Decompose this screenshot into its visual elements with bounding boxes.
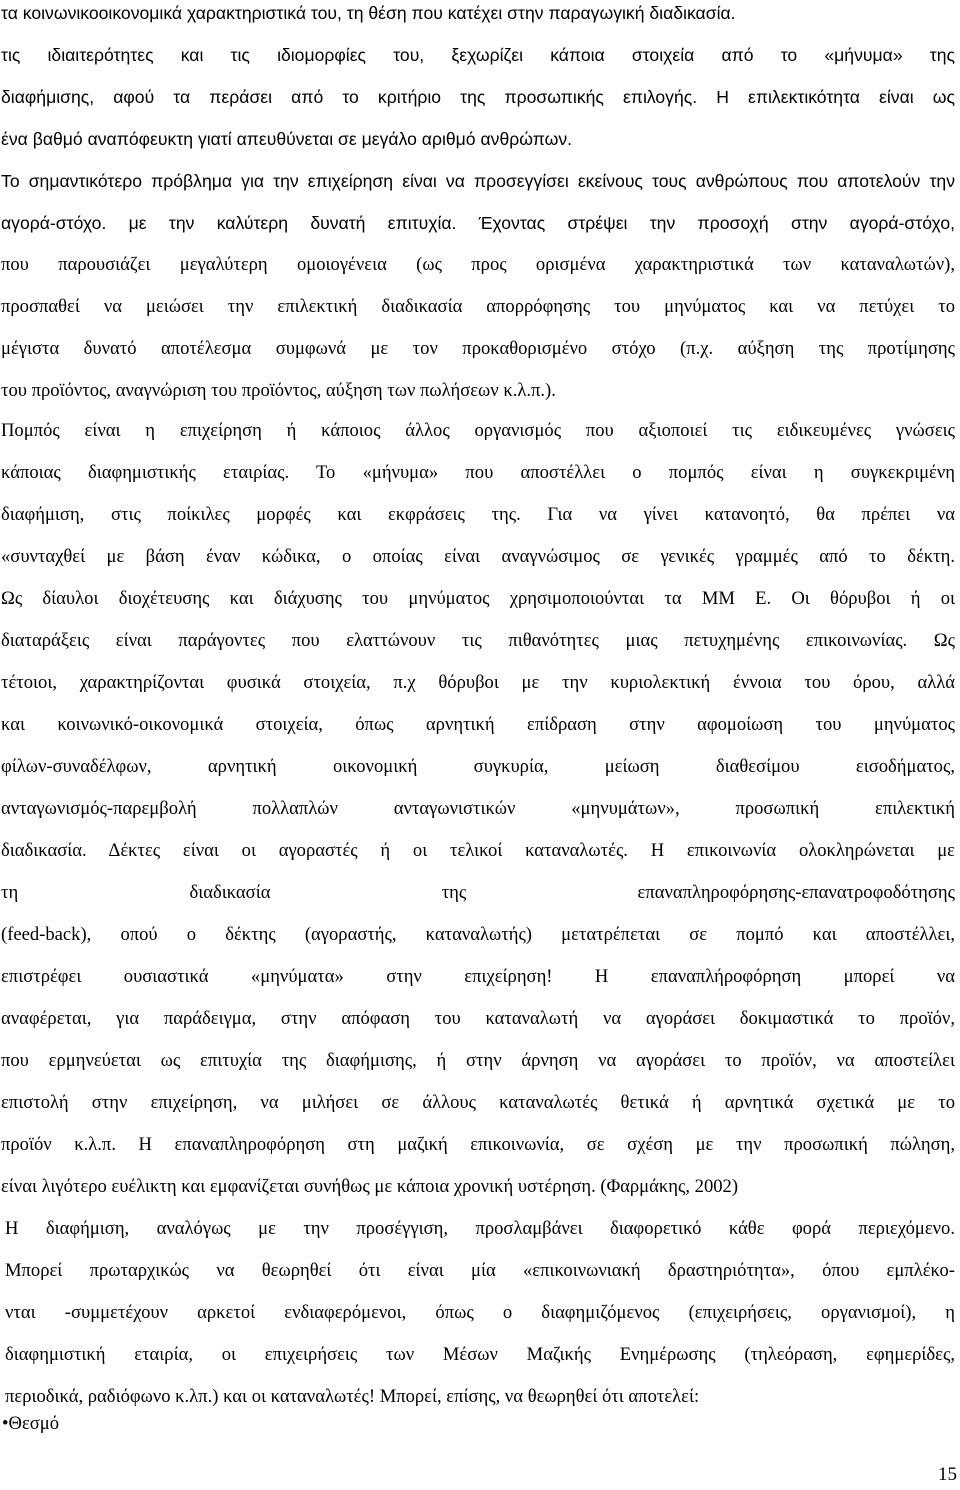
text-line: διαδικασία. Δέκτες είναι οι αγοραστές ή οι τελικοί καταναλωτές. Η επικοινωνία ολοκληρώνεται με xyxy=(1,840,955,861)
text-line: διαταράξεις είναι παράγοντες που ελαττώνουν τις πιθανότητες μιας πετυχημένης επικοινωνίας. Ως xyxy=(1,630,955,651)
text-line: τη διαδικασία της επαναπληροφόρησης-επανατροφοδότησης xyxy=(1,882,955,903)
text-line: Ως δίαυλοι διοχέτευσης και διάχυσης του μηνύματος χρησιμοποιούνται τα ΜΜ Ε. Οι θόρυβοι ή οι xyxy=(1,588,955,609)
text-line: προσπαθεί να μειώσει την επιλεκτική διαδικασία απορρόφησης του μηνύματος και να πετύχει το xyxy=(1,296,955,317)
text-line: αναφέρεται, για παράδειγμα, στην απόφαση του καταναλωτή να αγοράσει δοκιμαστικά το προϊόν, xyxy=(1,1008,955,1029)
text-line: τις ιδιαιτερότητες και τις ιδιομορφίες του, ξεχωρίζει κάποια στοιχεία από το «μήνυμα» της xyxy=(1,45,955,65)
text-line: του προϊόντος, αναγνώριση του προϊόντος, αύξηση των πωλήσεων κ.λ.π.). xyxy=(1,380,556,401)
text-line: προϊόν κ.λ.π. Η επαναπληροφόρηση στη μαζική επικοινωνία, σε σχέση με την προσωπική πώληση, xyxy=(1,1134,955,1155)
text-line: νται -συμμετέχουν αρκετοί ενδιαφερόμενοι, όπως ο διαφημιζόμενος (επιχειρήσεις, οργανισμοί), η xyxy=(5,1302,955,1323)
text-line: τα κοινωνικοοικονομικά χαρακτηριστικά του, τη θέση που κατέχει στην παραγωγική διαδικασία. xyxy=(1,3,736,23)
text-line: επιστρέφει ουσιαστικά «μηνύματα» στην επιχείρηση! Η επαναπλήροφόρηση μπορεί να xyxy=(1,966,955,987)
text-line: διαφήμιση, στις ποίκιλες μορφές και εκφράσεις της. Για να γίνει κατανοητό, θα πρέπει να xyxy=(1,504,955,525)
text-line: Πομπός είναι η επιχείρηση ή κάποιος άλλος οργανισμός που αξιοποιεί τις ειδικευμένες γνώσεις xyxy=(1,420,955,441)
text-line: ένα βαθμό αναπόφευκτη γιατί απευθύνεται σε μεγάλο αριθμό ανθρώπων. xyxy=(1,129,573,149)
page-number: 15 xyxy=(938,1464,957,1485)
bullet-text: Θεσμό xyxy=(8,1413,60,1434)
text-line: Το σημαντικότερο πρόβλημα για την επιχείρηση είναι να προσεγγίσει εκείνους τους ανθρώπους που αποτελούν την xyxy=(1,171,955,191)
text-line: «συνταχθεί με βάση έναν κώδικα, ο οποίας είναι αναγνώσιμος σε γενικές γραμμές από το δέκτη. xyxy=(1,546,955,567)
text-line: που παρουσιάζει μεγαλύτερη ομοιογένεια (ως προς ορισμένα χαρακτηριστικά των καταναλωτών), xyxy=(1,254,955,275)
text-line: επιστολή στην επιχείρηση, να μιλήσει σε άλλους καταναλωτές θετικά ή αρνητικά σχετικά με το xyxy=(1,1092,955,1113)
text-line: Μπορεί πρωταρχικώς να θεωρηθεί ότι είναι μία «επικοινωνιακή δραστηριότητα», όπου εμπλέκο- xyxy=(5,1260,955,1281)
text-line: περιοδικά, ραδιόφωνο κ.λπ.) και οι καταναλωτές! Μπορεί, επίσης, να θεωρηθεί ότι αποτελεί: xyxy=(5,1386,700,1407)
text-line: αγορά-στόχο. με την καλύτερη δυνατή επιτυχία. Έχοντας στρέψει την προσοχή στην αγορά-στόχο, xyxy=(1,213,955,233)
text-line: φίλων-συναδέλφων, αρνητική οικονομική συγκυρία, μείωση διαθεσίμου εισοδήματος, xyxy=(1,756,955,777)
text-line: μέγιστα δυνατό αποτέλεσμα συμφωνά με τον προκαθορισμένο στόχο (π.χ. αύξηση της προτίμησης xyxy=(1,338,955,359)
text-line: είναι λιγότερο ευέλικτη και εμφανίζεται συνήθως με κάποια χρονική υστέρηση. (Φαρμάκης, 2002) xyxy=(1,1176,739,1197)
text-line: που ερμηνεύεται ως επιτυχία της διαφήμισης, ή στην άρνηση να αγοράσει το προϊόν, να αποστείλει xyxy=(1,1050,955,1071)
text-line: κάποιας διαφημιστικής εταιρίας. Το «μήνυμα» που αποστέλλει ο πομπός είναι η συγκεκριμένη xyxy=(1,462,955,483)
bullet-marker: • xyxy=(2,1413,9,1434)
text-line: ανταγωνισμός-παρεμβολή πολλαπλών ανταγωνιστικών «μηνυμάτων», προσωπική επιλεκτική xyxy=(1,798,955,819)
text-line: και κοινωνικό-οικονομικά στοιχεία, όπως αρνητική επίδραση στην αφομοίωση του μηνύματος xyxy=(1,714,955,735)
bullet-item xyxy=(2,1413,59,1435)
text-line: διαφήμισης, αφού τα περάσει από το κριτήριο της προσωπικής επιλογής. Η επιλεκτικότητα είναι ως xyxy=(1,87,955,107)
text-line: (feed-back), οπού ο δέκτης (αγοραστής, καταναλωτής) μετατρέπεται σε πομπό και αποστέλλει, xyxy=(1,924,955,945)
text-line: τέτοιοι, χαρακτηρίζονται φυσικά στοιχεία, π.χ θόρυβοι με την κυριολεκτική έννοια του όρου, αλλά xyxy=(1,672,955,693)
text-line: διαφημιστική εταιρία, οι επιχειρήσεις των Μέσων Μαζικής Ενημέρωσης (τηλεόραση, εφημερίδες, xyxy=(5,1344,955,1365)
text-line: Η διαφήμιση, αναλόγως με την προσέγγιση, προσλαμβάνει διαφορετικό κάθε φορά περιεχόμενο. xyxy=(5,1218,955,1239)
